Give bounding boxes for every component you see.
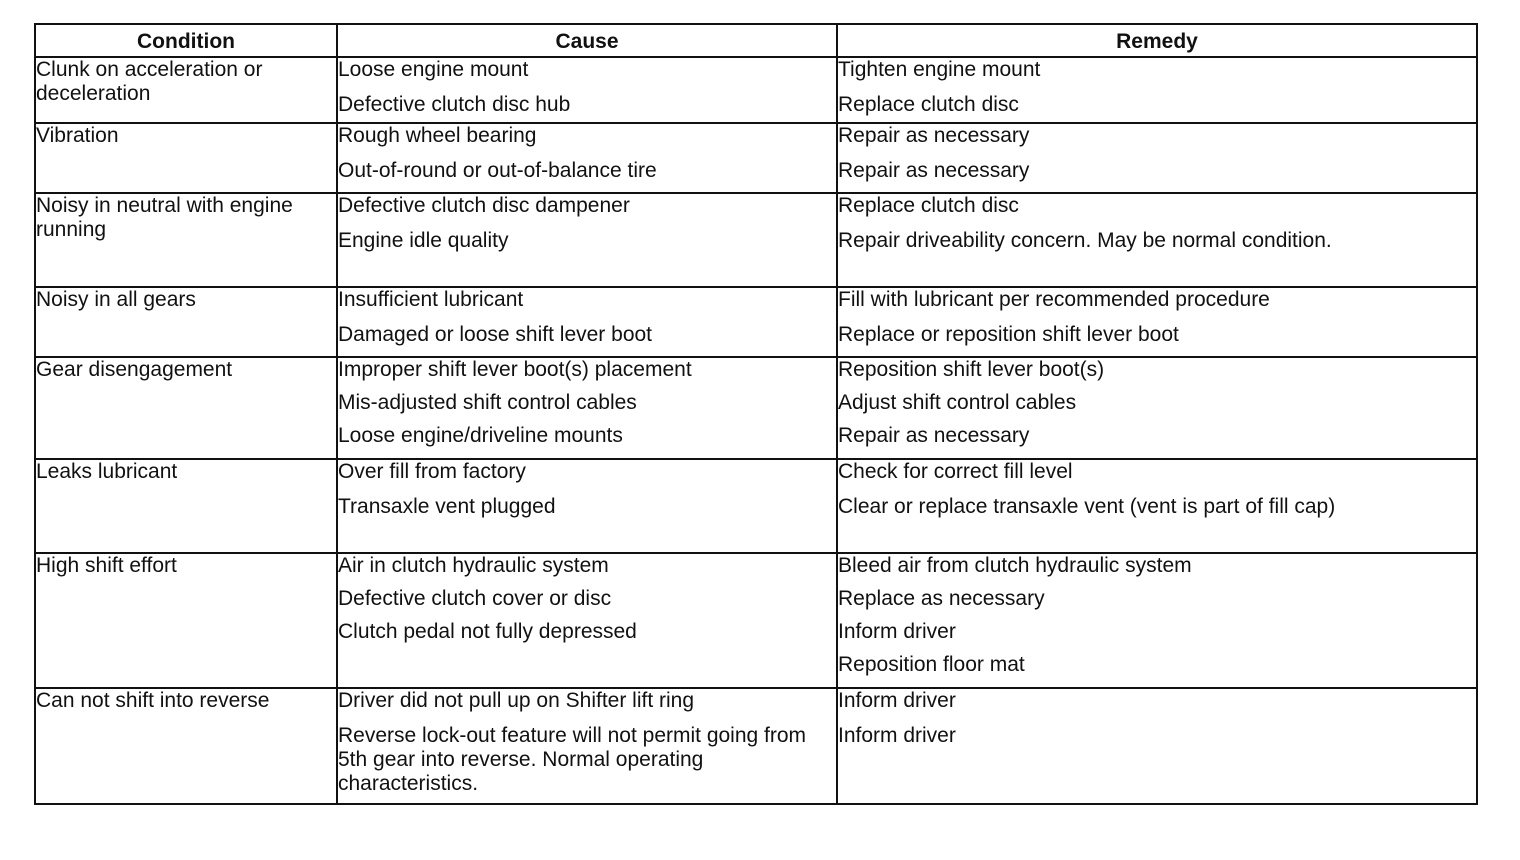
condition-cell: High shift effort [35,553,337,688]
cause-cell [337,287,837,357]
cause-item: Insufficient lubricant [338,288,524,311]
diagnosis-table [34,23,1478,805]
cause-item: Defective clutch disc dampener [338,194,630,217]
header-row [35,24,1477,57]
cause-cell [337,357,837,459]
table-row [35,688,1477,804]
condition-cell: Leaks lubricant [35,459,337,553]
cause-item: Air in clutch hydraulic system [338,554,609,577]
cause-cell [337,57,837,123]
remedy-item: Repair driveability concern. May be normal condition. [838,229,1332,252]
remedy-item: Repair as necessary [838,124,1030,147]
header-condition: Condition [35,24,337,57]
remedy-item: Adjust shift control cables [838,391,1077,414]
table-row [35,459,1477,553]
remedy-cell [837,459,1477,553]
header-cause: Cause [337,24,837,57]
remedy-cell [837,193,1477,287]
remedy-item: Check for correct fill level [838,460,1073,483]
remedy-cell [837,57,1477,123]
condition-cell: Noisy in all gears [35,287,337,357]
cause-item: Out-of-round or out-of-balance tire [338,159,657,182]
remedy-item: Reposition floor mat [838,653,1025,676]
remedy-cell [837,287,1477,357]
cause-cell [337,688,837,804]
table-row [35,553,1477,688]
remedy-item: Repair as necessary [838,159,1030,182]
table-row [35,57,1477,123]
cause-cell [337,459,837,553]
condition-cell: Clunk on acceleration or deceleration [35,57,337,123]
cause-item: Defective clutch cover or disc [338,587,612,610]
cause-cell [337,123,837,193]
table-row [35,193,1477,287]
table-row [35,287,1477,357]
remedy-item: Fill with lubricant per recommended procedure [838,288,1270,311]
remedy-item: Replace clutch disc [838,194,1019,217]
remedy-item: Bleed air from clutch hydraulic system [838,554,1192,577]
cause-item: Loose engine/driveline mounts [338,424,623,447]
cause-item: Clutch pedal not fully depressed [338,620,637,643]
cause-item: Transaxle vent plugged [338,495,556,518]
remedy-item: Inform driver [838,620,956,643]
remedy-item: Repair as necessary [838,424,1030,447]
condition-cell: Gear disengagement [35,357,337,459]
remedy-item: Inform driver [838,689,956,712]
remedy-item: Reposition shift lever boot(s) [838,358,1105,381]
remedy-cell [837,123,1477,193]
condition-cell: Can not shift into reverse [35,688,337,804]
cause-item: Driver did not pull up on Shifter lift ring [338,689,695,712]
table-row [35,357,1477,459]
cause-item: Mis-adjusted shift control cables [338,391,637,414]
remedy-item: Replace clutch disc [838,93,1019,116]
condition-cell: Vibration [35,123,337,193]
cause-item: Rough wheel bearing [338,124,537,147]
remedy-item: Replace or reposition shift lever boot [838,323,1179,346]
remedy-item: Clear or replace transaxle vent (vent is part of fill cap) [838,495,1336,518]
condition-cell: Noisy in neutral with engine running [35,193,337,287]
table-row [35,123,1477,193]
cause-cell [337,193,837,287]
remedy-cell [837,688,1477,804]
cause-item: Loose engine mount [338,58,529,81]
cause-item: Engine idle quality [338,229,509,252]
cause-item: Reverse lock-out feature will not permit going from 5th gear into reverse. Normal operating characteristics. [338,724,807,795]
remedy-item: Replace as necessary [838,587,1045,610]
remedy-cell [837,553,1477,688]
cause-item: Improper shift lever boot(s) placement [338,358,692,381]
remedy-item: Tighten engine mount [838,58,1041,81]
remedy-item: Inform driver [838,724,956,747]
cause-item: Over fill from factory [338,460,526,483]
header-remedy: Remedy [837,24,1477,57]
cause-cell [337,553,837,688]
cause-item: Defective clutch disc hub [338,93,571,116]
cause-item: Damaged or loose shift lever boot [338,323,653,346]
remedy-cell [837,357,1477,459]
